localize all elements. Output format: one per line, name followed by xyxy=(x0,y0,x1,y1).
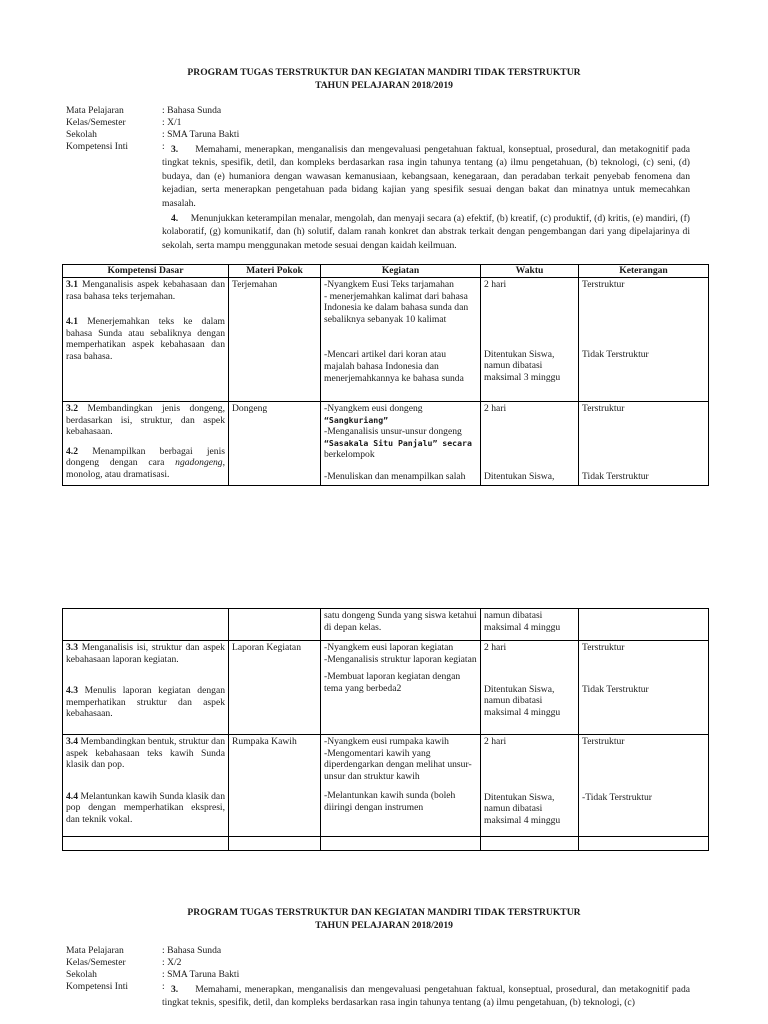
kegiatan-item: -Nyangkem eusi rumpaka kawih -Mengomentari kawih yang diperdengarkan dengan melihat unsur-unsur dan struktur kawih xyxy=(324,736,472,782)
kd-item xyxy=(66,316,225,362)
keterangan-cell xyxy=(579,735,709,837)
keterangan-item: Tidak Terstruktur xyxy=(582,348,649,360)
header-waktu: Waktu xyxy=(481,265,579,278)
keterangan-cell xyxy=(579,641,709,735)
doc-title-line1: PROGRAM TUGAS TERSTRUKTUR DAN KEGIATAN MANDIRI TIDAK TERSTRUKTUR xyxy=(187,67,581,78)
meta-label: Kompetensi Inti xyxy=(66,981,129,992)
kegiatan-cell xyxy=(321,402,481,486)
ki-3-text: Memahami, menerapkan, menganalisis dan mengevaluasi pengetahuan faktual, konseptual, prosedural, dan metakognitif pada tingkat teknis, spesifik, detil, dan kompleks berdasarkan rasa ingin tahunya tentang (a) ilmu pengetahuan, (b) teknologi, (c) seni, (d) budaya, dan (e) humaniora dengan wawasan kemanusiaan, kebangsaan, kenegaraan, dan peradaban terkait penyebab fenomena dan kejadian, serta menerapkan pengetahuan pada bidang kajian yang spesifik sesuai dengan bakat dan minatnya untuk memecahkan masalah. xyxy=(162,144,690,209)
kegiatan-item: -Menuliskan dan menampilkan salah xyxy=(324,470,466,482)
meta-value: : xyxy=(162,981,165,992)
kd-item xyxy=(66,736,225,771)
materi-cell: Rumpaka Kawih xyxy=(229,735,321,837)
header-kompetensi-dasar: Kompetensi Dasar xyxy=(63,265,229,278)
kd-number: 4.2 xyxy=(66,445,78,457)
keterangan-cell xyxy=(579,278,709,402)
kd-item xyxy=(66,685,225,720)
keterangan-item: Tidak Terstruktur xyxy=(582,470,649,482)
kd-item xyxy=(66,642,225,665)
keterangan-item: Terstruktur xyxy=(582,279,625,290)
kd-text: Menganalisis isi, struktur dan aspek kebahasaan laporan kegiatan. xyxy=(66,642,225,665)
meta-row xyxy=(66,129,696,141)
ki-3-paragraph xyxy=(162,143,690,210)
kd-number: 4.4 xyxy=(66,790,78,802)
table-row xyxy=(63,735,709,837)
meta-row xyxy=(66,969,696,981)
kd-number: 3.1 xyxy=(66,279,78,290)
table-header-row xyxy=(63,265,709,278)
ki-3-text: Memahami, menerapkan, menganalisis dan mengevaluasi pengetahuan faktual, konseptual, prosedural, dan metakognitif pada tingkat teknis, spesifik, detil, dan kompleks berdasarkan rasa ingin tahunya tentang (a) ilmu pengetahuan, (b) teknologi, (c) xyxy=(162,984,690,1009)
waktu-item: Ditentukan Siswa, namun dibatasi maksimal 4 minggu xyxy=(484,791,561,826)
materi-cell: Dongeng xyxy=(229,402,321,486)
keterangan-cell xyxy=(579,402,709,486)
kompetensi-table-1 xyxy=(62,264,709,486)
kd-text: Membandingkan jenis dongeng, berdasarkan isi, struktur, dan aspek kebahasaan. xyxy=(66,403,225,438)
waktu-item: 2 hari xyxy=(484,403,507,414)
waktu-cell xyxy=(481,641,579,735)
kd-text: Menerjemahkan teks ke dalam bahasa Sunda atau sebaliknya dengan memperhatikan aspek kebahasaan dan rasa bahasa. xyxy=(66,316,225,362)
kegiatan-item: -Nyangkem Eusi Teks tarjamahan - menerjemahkan kalimat dari bahasa Indonesia ke dalam bahasa sunda dan sebaliknya sebanyak 10 kalimat xyxy=(324,279,469,325)
kegiatan-cell xyxy=(321,837,481,851)
table-row xyxy=(63,402,709,486)
kd-text-italic: ngadongeng xyxy=(175,457,223,469)
kd-number: 3.2 xyxy=(66,403,78,414)
kd-text: Menulis laporan kegiatan dengan memperhatikan struktur dan aspek kebahasaan. xyxy=(66,685,226,720)
doc-title-line2: TAHUN PELAJARAN 2018/2019 xyxy=(315,80,453,91)
meta-value: : X/1 xyxy=(162,117,182,128)
kegiatan-item: -Membuat laporan kegiatan dengan tema yang berbeda2 xyxy=(324,671,461,694)
waktu-item: Ditentukan Siswa, xyxy=(484,470,555,482)
kd-number: 3.4 xyxy=(66,736,78,747)
kd-cell xyxy=(63,735,229,837)
document-section-1 xyxy=(0,66,768,92)
meta-row xyxy=(66,957,696,969)
keterangan-cell xyxy=(579,837,709,851)
kegiatan-item: -Mencari artikel dari koran atau majalah bahasa Indonesia dan menerjemahkannya ke bahasa sunda xyxy=(324,349,464,384)
ki-3-number: 3. xyxy=(171,984,179,995)
kegiatan-cell xyxy=(321,641,481,735)
waktu-item: 2 hari xyxy=(484,279,507,290)
waktu-item: Ditentukan Siswa, namun dibatasi maksimal 4 minggu xyxy=(484,683,561,718)
header-keterangan: Keterangan xyxy=(579,265,709,278)
table-row-empty xyxy=(63,837,709,851)
kegiatan-item: -Nyangkem eusi dongeng xyxy=(324,403,423,414)
kegiatan-cell: satu dongeng Sunda yang siswa ketahui di depan kelas. xyxy=(321,609,481,641)
waktu-cell xyxy=(481,402,579,486)
meta-value: : xyxy=(162,141,165,152)
meta-label: Kompetensi Inti xyxy=(66,141,129,152)
kd-cell xyxy=(63,609,229,641)
waktu-item: Ditentukan Siswa, namun dibatasi maksimal 3 minggu xyxy=(484,348,561,383)
kd-text: Melantunkan kawih Sunda klasik dan pop dengan memperhatikan ekspresi, dan teknik vokal. xyxy=(66,790,225,825)
header-kegiatan: Kegiatan xyxy=(321,265,481,278)
kompetensi-table-2 xyxy=(62,608,709,851)
meta-value: : X/2 xyxy=(162,957,182,968)
waktu-cell xyxy=(481,837,579,851)
ki-3-paragraph xyxy=(162,983,690,1010)
meta-label: Mata Pelajaran xyxy=(66,945,124,956)
meta-value: : SMA Taruna Bakti xyxy=(162,129,240,140)
kd-item xyxy=(66,279,225,302)
table-row xyxy=(63,609,709,641)
materi-cell: Terjemahan xyxy=(229,278,321,402)
ki-4-text: Menunjukkan keterampilan menalar, mengolah, dan menyaji secara (a) efektif, (b) kreatif, (c) produktif, (d) kritis, (e) mandiri, (f) kolaboratif, (g) komunikatif, dan (h) solutif, dalam ranah konkret dan abstrak terkait dengan pengembangan dari yang dipelajarinya di sekolah, serta mampu menggunakan metode sesuai dengan kaidah keilmuan. xyxy=(162,213,690,251)
kd-text: Membandingkan bentuk, struktur dan aspek kebahasaan teks kawih Sunda klasik dan pop. xyxy=(66,736,225,771)
kegiatan-item: “Sasakala Situ Panjalu” secara xyxy=(324,437,472,448)
kd-item xyxy=(66,403,225,438)
kd-number: 4.1 xyxy=(66,316,78,328)
waktu-item: 2 hari xyxy=(484,736,507,747)
meta-row xyxy=(66,945,696,957)
ki-4-paragraph xyxy=(162,212,690,252)
waktu-cell: namun dibatasi maksimal 4 minggu xyxy=(481,609,579,641)
kegiatan-item: “Sangkuriang” xyxy=(324,414,389,425)
materi-cell xyxy=(229,837,321,851)
kd-number: 3.3 xyxy=(66,642,78,653)
ki-4-number: 4. xyxy=(171,213,179,225)
meta-label: Sekolah xyxy=(66,969,97,980)
header-materi-pokok: Materi Pokok xyxy=(229,265,321,278)
kd-item xyxy=(66,791,225,826)
keterangan-item: -Tidak Terstruktur xyxy=(582,791,652,803)
keterangan-item: Terstruktur xyxy=(582,403,625,414)
kd-text: , monolog, atau dramatisasi. xyxy=(66,457,225,480)
keterangan-item: Tidak Terstruktur xyxy=(582,683,649,695)
materi-cell xyxy=(229,609,321,641)
kd-item xyxy=(66,446,225,481)
materi-cell: Laporan Kegiatan xyxy=(229,641,321,735)
meta-value: : Bahasa Sunda xyxy=(162,945,222,956)
meta-label: Kelas/Semester xyxy=(66,957,126,968)
kegiatan-cell xyxy=(321,278,481,402)
kegiatan-cell xyxy=(321,735,481,837)
keterangan-item: Terstruktur xyxy=(582,736,625,747)
kd-cell xyxy=(63,402,229,486)
table-row xyxy=(63,641,709,735)
waktu-cell xyxy=(481,278,579,402)
table-row xyxy=(63,278,709,402)
kegiatan-item: -Menganalisis unsur-unsur dongeng xyxy=(324,426,462,438)
keterangan-cell xyxy=(579,609,709,641)
document-section-2 xyxy=(0,906,768,932)
meta-label: Kelas/Semester xyxy=(66,117,126,128)
meta-row xyxy=(66,105,696,117)
keterangan-item: Terstruktur xyxy=(582,642,625,653)
kegiatan-item: -Nyangkem eusi laporan kegiatan -Menganalisis struktur laporan kegiatan xyxy=(324,642,477,665)
meta-value: : Bahasa Sunda xyxy=(162,105,222,116)
ki-3-number: 3. xyxy=(171,144,179,155)
meta-value: : SMA Taruna Bakti xyxy=(162,969,240,980)
waktu-cell xyxy=(481,735,579,837)
kegiatan-item: berkelompok xyxy=(324,449,375,461)
kd-number: 4.3 xyxy=(66,685,78,697)
doc-title-line2: TAHUN PELAJARAN 2018/2019 xyxy=(315,920,453,931)
waktu-item: 2 hari xyxy=(484,642,507,653)
kd-cell xyxy=(63,641,229,735)
kd-cell xyxy=(63,837,229,851)
meta-label: Sekolah xyxy=(66,129,97,140)
kompetensi-inti-1 xyxy=(162,143,690,252)
doc-title-line1: PROGRAM TUGAS TERSTRUKTUR DAN KEGIATAN MANDIRI TIDAK TERSTRUKTUR xyxy=(187,907,581,918)
kompetensi-inti-2 xyxy=(162,983,690,1010)
kd-text: Menampilkan berbagai jenis dongeng dengan cara xyxy=(66,445,225,469)
meta-label: Mata Pelajaran xyxy=(66,105,124,116)
kd-text: Menganalisis aspek kebahasaan dan rasa bahasa teks terjemahan. xyxy=(66,279,225,302)
kd-cell xyxy=(63,278,229,402)
meta-row xyxy=(66,117,696,129)
kegiatan-item: -Melantunkan kawih sunda (boleh diiringi dengan instrumen xyxy=(324,790,456,813)
